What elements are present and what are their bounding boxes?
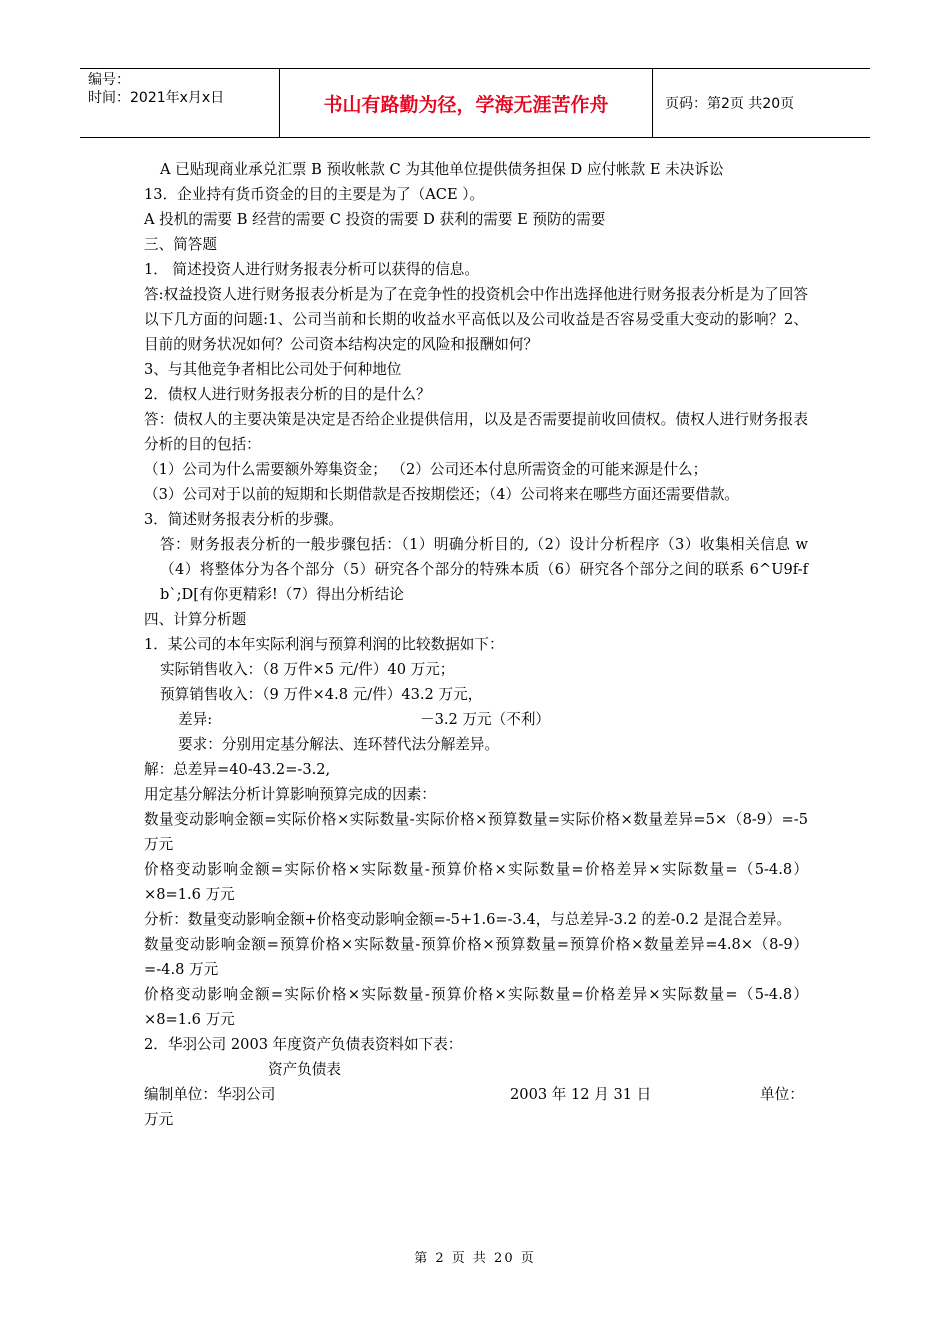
fixed-base-method-intro: 用定基分解法分析计算影响预算完成的因素： <box>144 786 436 803</box>
budget-revenue-line: 预算销售收入：（9 万件×4.8 元/件）43.2 万元， <box>160 686 483 703</box>
balance-sheet-title: 资产负债表 <box>268 1061 341 1078</box>
section-heading-calculation: 四、计算分析题 <box>144 611 247 628</box>
difference-row <box>144 707 808 732</box>
price-effect-chain: 价格变动影响金额=实际价格×实际数量-预算价格×实际数量=价格差异×实际数量=（5-4.8）×8=1.6 万元 <box>144 986 808 1028</box>
calc-question-1: 1．某公司的本年实际利润与预算利润的比较数据如下： <box>144 636 504 653</box>
unit-value: 万元 <box>144 1111 174 1128</box>
header-motto: 书山有路勤为径，学海无涯苦作舟 <box>280 69 653 137</box>
price-effect-fixed-base: 价格变动影响金额=实际价格×实际数量-预算价格×实际数量=价格差异×实际数量=（5-4.8）×8=1.6 万元 <box>144 861 808 903</box>
short-question-2: 2．债权人进行财务报表分析的目的是什么？ <box>144 386 431 403</box>
serial-number-label: 编号： <box>88 72 130 88</box>
options-line-12: A 已贴现商业承兑汇票 B 预收帐款 C 为其他单位提供债务担保 D 应付帐款 E 未决诉讼 <box>160 161 724 178</box>
answer-2-items-3-4: （3）公司对于以前的短期和长期借款是否按期偿还；（4）公司将来在哪些方面还需要借款。 <box>144 486 740 503</box>
unit-label: 单位： <box>760 1086 804 1103</box>
short-question-3: 3．简述财务报表分析的步骤。 <box>144 511 344 528</box>
difference-value: －3.2 万元（不利） <box>420 711 551 728</box>
date-label: 时间：2021年x月x日 <box>88 90 225 106</box>
difference-label: 差异: <box>178 711 213 728</box>
balance-sheet-meta-row <box>144 1082 808 1107</box>
requirement-line: 要求：分别用定基分解法、连环替代法分解差异。 <box>178 736 500 753</box>
header-meta-cell <box>80 69 280 137</box>
actual-revenue-line: 实际销售收入：（8 万件×5 元/件）40 万元； <box>160 661 455 678</box>
preparing-unit: 编制单位：华羽公司 <box>144 1086 276 1103</box>
quantity-effect-fixed-base: 数量变动影响金额=实际价格×实际数量-实际价格×预算数量=实际价格×数量差异=5×（8-9）=-5 万元 <box>144 811 808 853</box>
page-footer: 第 2 页 共 20 页 <box>414 1251 536 1266</box>
answer-2: 答：债权人的主要决策是决定是否给企业提供信用，以及是否需要提前收回债权。债权人进行财务报表分析的目的包括： <box>144 411 808 453</box>
header-page-info: 页码：第2页 共20页 <box>665 96 795 112</box>
page-header <box>80 68 870 138</box>
quantity-effect-chain: 数量变动影响金额=预算价格×实际数量-预算价格×预算数量=预算价格×数量差异=4.8×（8-9）=-4.8 万元 <box>144 936 808 978</box>
solution-total-difference: 解：总差异=40-43.2=-3.2, <box>144 761 331 778</box>
answer-3: 答：财务报表分析的一般步骤包括：（1）明确分析目的,（2）设计分析程序（3）收集相关信息 w（4）将整体分为各个部分（5）研究各个部分的特殊本质（6）研究各个部分之间的联系 6^U9f-f b`;D[有你更精彩!（7）得出分析结论 <box>160 536 809 603</box>
analysis-line: 分析：数量变动影响金额+价格变动影响金额=-5+1.6=-3.4，与总差异-3.2 的差-0.2 是混合差异。 <box>144 911 792 928</box>
calc-question-2: 2．华羽公司 2003 年度资产负债表资料如下表： <box>144 1036 463 1053</box>
question-13: 13．企业持有货币资金的目的主要是为了（ACE ）。 <box>144 186 485 203</box>
balance-sheet-date: 2003 年 12 月 31 日 <box>510 1086 652 1103</box>
answer-2-items-1-2: （1）公司为什么需要额外筹集资金； （2）公司还本付息所需资金的可能来源是什么； <box>144 461 708 478</box>
section-heading-short-answer: 三、简答题 <box>144 236 217 253</box>
short-question-1: 1． 简述投资人进行财务报表分析可以获得的信息。 <box>144 261 479 278</box>
options-line-13: A 投机的需要 B 经营的需要 C 投资的需要 D 获利的需要 E 预防的需要 <box>144 211 606 228</box>
document-body <box>144 157 808 1132</box>
answer-1: 答:权益投资人进行财务报表分析是为了在竞争性的投资机会中作出选择他进行财务报表分析是为了回答以下几方面的问题:1、公司当前和长期的收益水平高低以及公司收益是否容易受重大变动的影响？2、目前的财务状况如何？公司资本结构决定的风险和报酬如何？ <box>144 286 808 353</box>
answer-1-point-3: 3、与其他竞争者相比公司处于何种地位 <box>144 361 402 378</box>
